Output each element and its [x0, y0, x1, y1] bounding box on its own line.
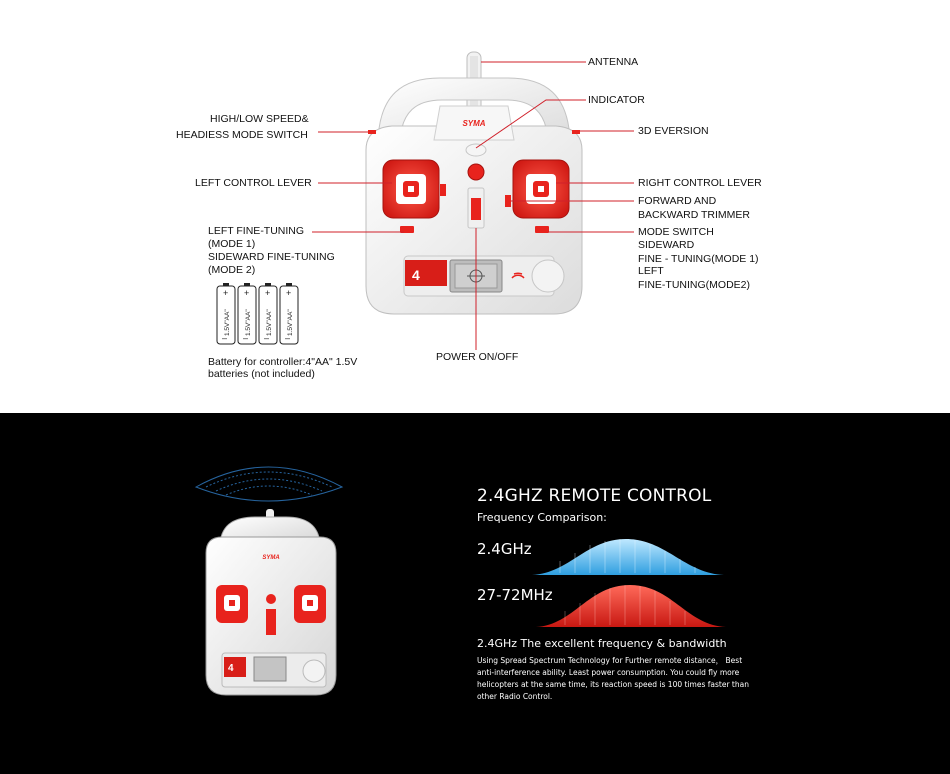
channel-badge: 4 [412, 267, 420, 283]
desc-line-2: anti-interference ability. Least power consumption. You could fly more [477, 668, 740, 677]
battery-label: 1.5V"AA" [224, 309, 231, 336]
label-battery-2: batteries (not included) [208, 368, 315, 380]
svg-text:+: + [223, 288, 229, 298]
label-left-lever: LEFT CONTROL LEVER [195, 177, 312, 189]
desc-line-4: other Radio Control. [477, 692, 553, 701]
battery-label: 1.5V"AA" [266, 309, 273, 336]
svg-text:+: + [265, 288, 271, 298]
svg-text:–: – [222, 333, 228, 343]
label-mode-switch-3: FINE - TUNING(MODE 1) [638, 253, 759, 265]
svg-text:+: + [244, 288, 250, 298]
label-left-fine-4: (MODE 2) [208, 264, 256, 276]
svg-text:–: – [243, 333, 249, 343]
label-right-lever: RIGHT CONTROL LEVER [638, 177, 762, 189]
label-mode-switch-2: SIDEWARD [638, 239, 695, 251]
label-left-fine-2: (MODE 1) [208, 238, 256, 250]
label-fwd-trimmer-2: BACKWARD TRIMMER [638, 209, 751, 221]
promo-panel [0, 413, 950, 774]
signal-dome [196, 467, 342, 501]
battery-group [217, 283, 298, 344]
channel-badge-small: 4 [228, 663, 234, 674]
svg-text:–: – [285, 333, 291, 343]
label-antenna: ANTENNA [588, 56, 639, 68]
label-battery-1: Battery for controller:4"AA" 1.5V [208, 356, 358, 368]
label-left-fine-3: SIDEWARD FINE-TUNING [208, 251, 335, 263]
label-speed-switch-2: HEADIESS MODE SWITCH [176, 129, 308, 141]
promo-subtitle: Frequency Comparison: [477, 511, 607, 524]
band-label-2-4ghz: 2.4GHz [477, 540, 532, 558]
label-fwd-trimmer-1: FORWARD AND [638, 195, 717, 207]
desc-line-1: Using Spread Spectrum Technology for Further remote distance， Best [477, 656, 743, 665]
wave-27-72mhz [536, 585, 726, 627]
promo-illustration [0, 413, 950, 774]
label-left-fine-1: LEFT FINE-TUNING [208, 225, 305, 237]
label-mode-switch-5: FINE-TUNING(MODE2) [638, 279, 750, 291]
promo-title: 2.4GHZ REMOTE CONTROL [477, 486, 712, 506]
desc-line-3: helicopters at the same time, its reaction speed is 100 times faster than [477, 680, 749, 689]
svg-text:+: + [286, 288, 292, 298]
battery-label: 1.5V"AA" [287, 309, 294, 336]
svg-text:–: – [264, 333, 270, 343]
band-label-27-72mhz: 27-72MHz [477, 586, 553, 604]
wave-2-4ghz [532, 539, 724, 575]
brand-logo-small: SYMA [262, 555, 280, 561]
feature-line: 2.4GHz The excellent frequency & bandwidth [477, 637, 727, 650]
brand-logo: SYMA [462, 119, 486, 128]
label-indicator: INDICATOR [588, 94, 645, 106]
label-power: POWER ON/OFF [436, 351, 519, 363]
label-3d-eversion: 3D EVERSION [638, 125, 709, 137]
label-speed-switch-1: HIGH/LOW SPEED& [210, 113, 309, 125]
label-mode-switch-1: MODE SWITCH [638, 226, 714, 238]
controller-small [206, 509, 336, 695]
label-mode-switch-4: LEFT [638, 265, 664, 277]
battery-label: 1.5V"AA" [245, 309, 252, 336]
